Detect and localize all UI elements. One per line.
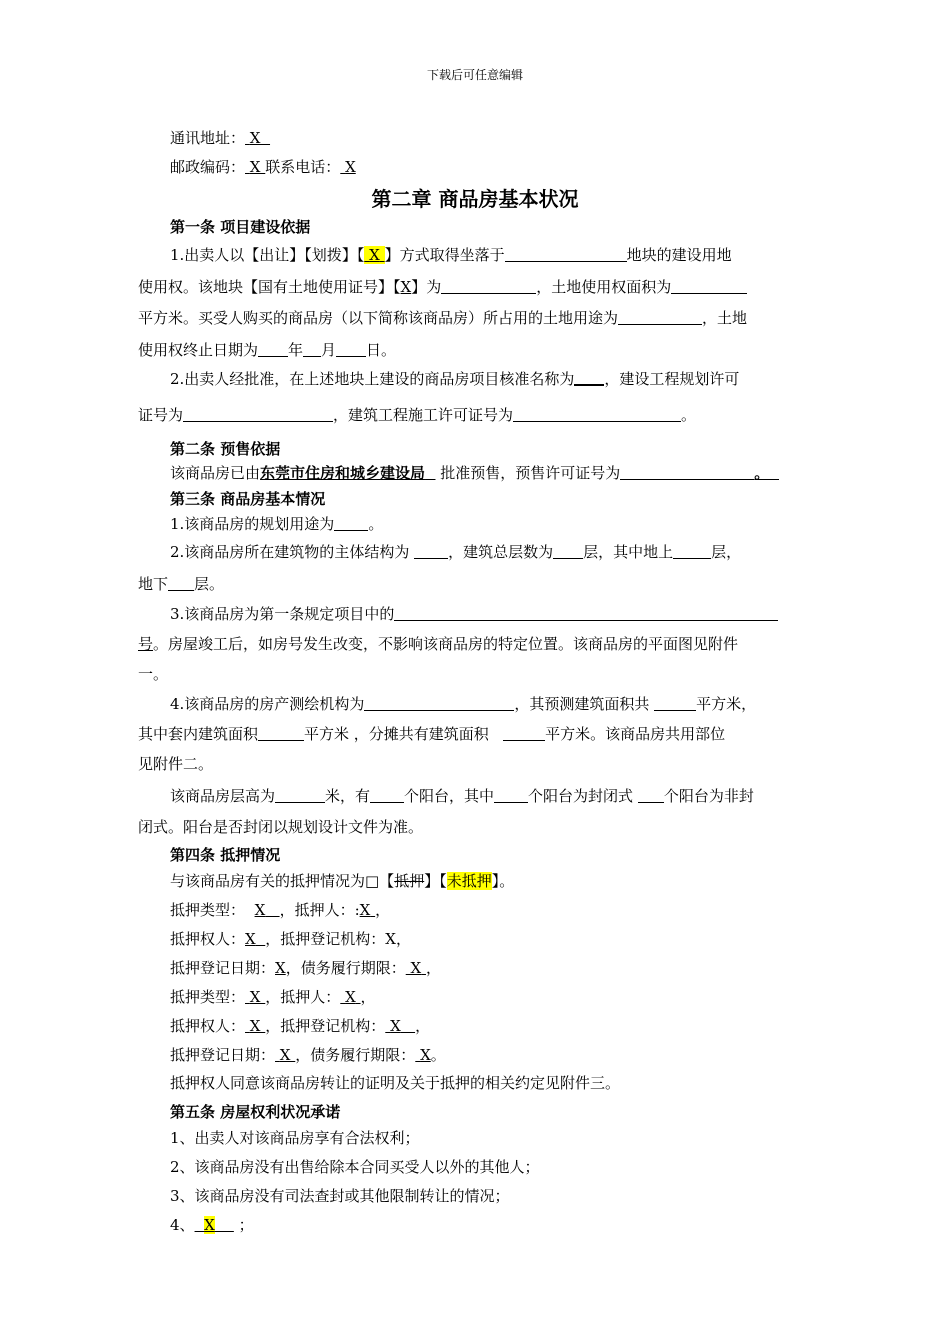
text: ，其预测建筑面积共 <box>514 695 650 713</box>
postcode-line <box>170 156 356 177</box>
debt-term-value: X <box>410 959 422 977</box>
article-3-line-2 <box>170 541 741 562</box>
not-mortgaged-option: 未抵押 <box>446 872 492 890</box>
text: 平方米 ，分摊共有建筑面积 <box>304 725 489 743</box>
article-4-title: 第四条 抵押情况 <box>170 846 281 864</box>
text: 平方米。买受人购买的商品房（以下简称该商品房）所占用的土地用途为 <box>138 309 619 327</box>
article-4-line-8: 抵押权人同意该商品房转让的证明及关于抵押的相关约定见附件三。 <box>170 1074 621 1092</box>
planning-permit-blank <box>183 407 333 422</box>
article-3-line-1 <box>170 513 383 534</box>
open-balcony-blank <box>638 788 664 803</box>
certificate-type-value: X <box>400 278 412 296</box>
land-area-blank <box>671 279 747 294</box>
text: ，抵押人： <box>279 901 355 919</box>
text: 4、 <box>170 1216 195 1234</box>
text: 。 <box>681 406 697 424</box>
article-3-line-10 <box>170 785 754 806</box>
mortgage-row-4 <box>170 986 376 1007</box>
text: 抵押登记日期： <box>170 1046 276 1064</box>
text: 】方式取得坐落于 <box>384 246 505 264</box>
survey-agency-blank <box>364 696 514 711</box>
total-floors-blank <box>553 544 583 559</box>
article-3-line-4 <box>170 603 778 624</box>
article-1-line-1 <box>170 244 732 265</box>
text: 使用权终止日期为 <box>138 341 259 359</box>
article-4-line-1 <box>170 870 514 891</box>
text: 】。 <box>491 872 515 890</box>
mortgage-row-3 <box>170 957 441 978</box>
mortgage-row-2 <box>170 928 411 949</box>
registry-value: X <box>385 930 396 948</box>
approval-authority: 东莞市住房和城乡建设局 <box>260 464 426 482</box>
shared-area-blank <box>503 726 545 741</box>
floor-height-blank <box>275 788 325 803</box>
text: 个阳台为封闭式 <box>528 787 634 805</box>
text: 层， <box>711 543 742 561</box>
day-blank <box>336 342 366 357</box>
debt-term-value: X <box>420 1046 431 1064</box>
article-3-title: 第三条 商品房基本情况 <box>170 490 326 508</box>
text: 】【 <box>424 872 447 890</box>
room-number-blank <box>394 606 778 621</box>
construction-permit-blank <box>513 407 681 422</box>
text: 号 <box>138 635 154 653</box>
building-area-blank <box>654 696 696 711</box>
text: 日。 <box>366 341 397 359</box>
text: ， <box>375 901 391 919</box>
article-5-item-2: 2、该商品房没有出售给除本合同买受人以外的其他人； <box>170 1158 540 1176</box>
text: ，债务履行期限： <box>295 1046 416 1064</box>
registry-value: X <box>390 1017 401 1035</box>
above-ground-blank <box>673 544 711 559</box>
article-2-line-1 <box>170 462 779 483</box>
text: 抵押类型： <box>170 901 246 919</box>
article-1-line-6 <box>138 404 696 425</box>
article-5-item-1: 1、出卖人对该商品房享有合法权利； <box>170 1129 420 1147</box>
text: 米，有 <box>325 787 371 805</box>
text: ，建筑工程施工许可证号为 <box>333 406 514 424</box>
article-3-line-7 <box>170 693 756 714</box>
phone-value: X <box>345 158 356 176</box>
text: 与该商品房有关的抵押情况为□【 <box>170 872 395 890</box>
text: 使用权。该地块【国有土地使用证号】【 <box>138 278 401 296</box>
text: 2.该商品房所在建筑物的主体结构为 <box>170 543 410 561</box>
article-3-line-8 <box>138 723 725 744</box>
closed-balcony-blank <box>494 788 528 803</box>
postcode-value: X <box>249 158 261 176</box>
address-value: X <box>249 129 261 147</box>
article-3-line-6: 一。 <box>138 665 169 683</box>
text: 平方米。该商品房共用部位 <box>545 725 726 743</box>
text: ，抵押人： <box>265 988 341 1006</box>
interior-area-blank <box>258 726 304 741</box>
article-5-title: 第五条 房屋权利状况承诺 <box>170 1103 341 1121</box>
text: 其中套内建筑面积 <box>138 725 259 743</box>
month-blank <box>303 342 321 357</box>
text: 地下 <box>138 575 169 593</box>
item-4-value: X <box>204 1216 215 1234</box>
text: 该商品房层高为 <box>170 787 276 805</box>
mortgage-row-1 <box>170 899 390 920</box>
article-3-line-11: 闭式。阳台是否封闭以规划设计文件为准。 <box>138 818 424 836</box>
text: ，抵押登记机构： <box>265 1017 386 1035</box>
mortgaged-option: 抵押 <box>394 872 425 890</box>
text: 平方米， <box>696 695 757 713</box>
method-value: X <box>364 246 384 264</box>
project-name-blank <box>574 370 604 386</box>
text: 批准预售，预售许可证号为 <box>440 464 621 482</box>
text: 3.该商品房为第一条规定项目中的 <box>170 605 395 623</box>
structure-blank <box>414 544 448 559</box>
text: 1.该商品房的规划用途为 <box>170 515 335 533</box>
article-1-line-2 <box>138 276 747 297</box>
phone-label: 联系电话： <box>265 158 341 176</box>
article-5-item-3: 3、该商品房没有司法查封或其他限制转让的情况； <box>170 1187 510 1205</box>
text: 1.出卖人以【出让】【划拨】【 <box>170 246 365 264</box>
location-blank <box>505 247 627 262</box>
text: ，抵押登记机构： <box>265 930 386 948</box>
article-1-line-4 <box>138 339 396 360</box>
article-1-line-3 <box>138 307 747 328</box>
year-blank <box>258 342 288 357</box>
article-1-title: 第一条 项目建设依据 <box>170 218 311 236</box>
text: 层。 <box>194 575 225 593</box>
text: 年 <box>288 341 304 359</box>
text: ，土地使用权面积为 <box>536 278 672 296</box>
article-1-line-5 <box>170 368 739 389</box>
balcony-count-blank <box>370 788 404 803</box>
mortgagor-value: X <box>359 901 371 919</box>
text: ， <box>425 959 441 977</box>
text: 。 <box>368 515 384 533</box>
certificate-no-blank <box>441 279 536 294</box>
presale-permit-blank <box>620 465 754 480</box>
text: 层，其中地上 <box>583 543 674 561</box>
text: : <box>354 901 360 919</box>
land-use-blank <box>618 310 702 325</box>
address-line <box>170 127 270 148</box>
text: 个阳台，其中 <box>404 787 495 805</box>
page-header: 下载后可任意编辑 <box>426 68 523 82</box>
mortgage-row-5 <box>170 1015 430 1036</box>
text: ，建筑总层数为 <box>448 543 554 561</box>
planned-use-blank <box>334 516 368 531</box>
text: ； <box>238 1216 254 1234</box>
article-3-line-9: 见附件二。 <box>138 755 214 773</box>
postcode-label: 邮政编码： <box>170 158 246 176</box>
article-3-line-3 <box>138 573 224 594</box>
text: 】为 <box>411 278 442 296</box>
text: 2.出卖人经批准，在上述地块上建设的商品房项目核准名称为 <box>170 370 575 388</box>
text: 月 <box>321 341 337 359</box>
mortgagor-value: X <box>345 988 356 1006</box>
trailing-blank <box>769 465 779 480</box>
text: 地块的建设用地 <box>626 246 732 264</box>
text: ，土地 <box>702 309 748 327</box>
text: 4.该商品房的房产测绘机构为 <box>170 695 365 713</box>
text: 。 <box>754 464 770 482</box>
text: 抵押权人： <box>170 930 246 948</box>
chapter-title: 第二章 商品房基本状况 <box>371 187 579 211</box>
article-5-item-4 <box>170 1214 254 1235</box>
mortgage-type-value: X <box>254 901 266 919</box>
text: 。房屋竣工后，如房号发生改变，不影响该商品房的特定位置。该商品房的平面图见附件 <box>153 635 739 653</box>
mortgagee-value: X <box>249 1017 261 1035</box>
text: 。 <box>430 1046 446 1064</box>
text: ， <box>360 988 376 1006</box>
registration-date-value: X <box>279 1046 291 1064</box>
text: 抵押登记日期： <box>170 959 276 977</box>
registration-date-value: X <box>275 959 286 977</box>
text: ， <box>395 930 411 948</box>
text: 证号为 <box>138 406 184 424</box>
text: ，债务履行期限： <box>285 959 406 977</box>
text: ，建设工程规划许可 <box>604 370 740 388</box>
article-3-line-5 <box>138 633 738 654</box>
text: 该商品房已由 <box>170 464 261 482</box>
mortgagee-value: X <box>245 930 256 948</box>
mortgage-type-value: X <box>249 988 261 1006</box>
article-2-title: 第二条 预售依据 <box>170 440 281 458</box>
below-ground-blank <box>168 576 194 591</box>
text: ， <box>415 1017 431 1035</box>
mortgage-row-6 <box>170 1044 446 1065</box>
text: 抵押类型： <box>170 988 246 1006</box>
text: 抵押权人： <box>170 1017 246 1035</box>
address-label: 通讯地址： <box>170 129 246 147</box>
text: 个阳台为非封 <box>663 787 754 805</box>
